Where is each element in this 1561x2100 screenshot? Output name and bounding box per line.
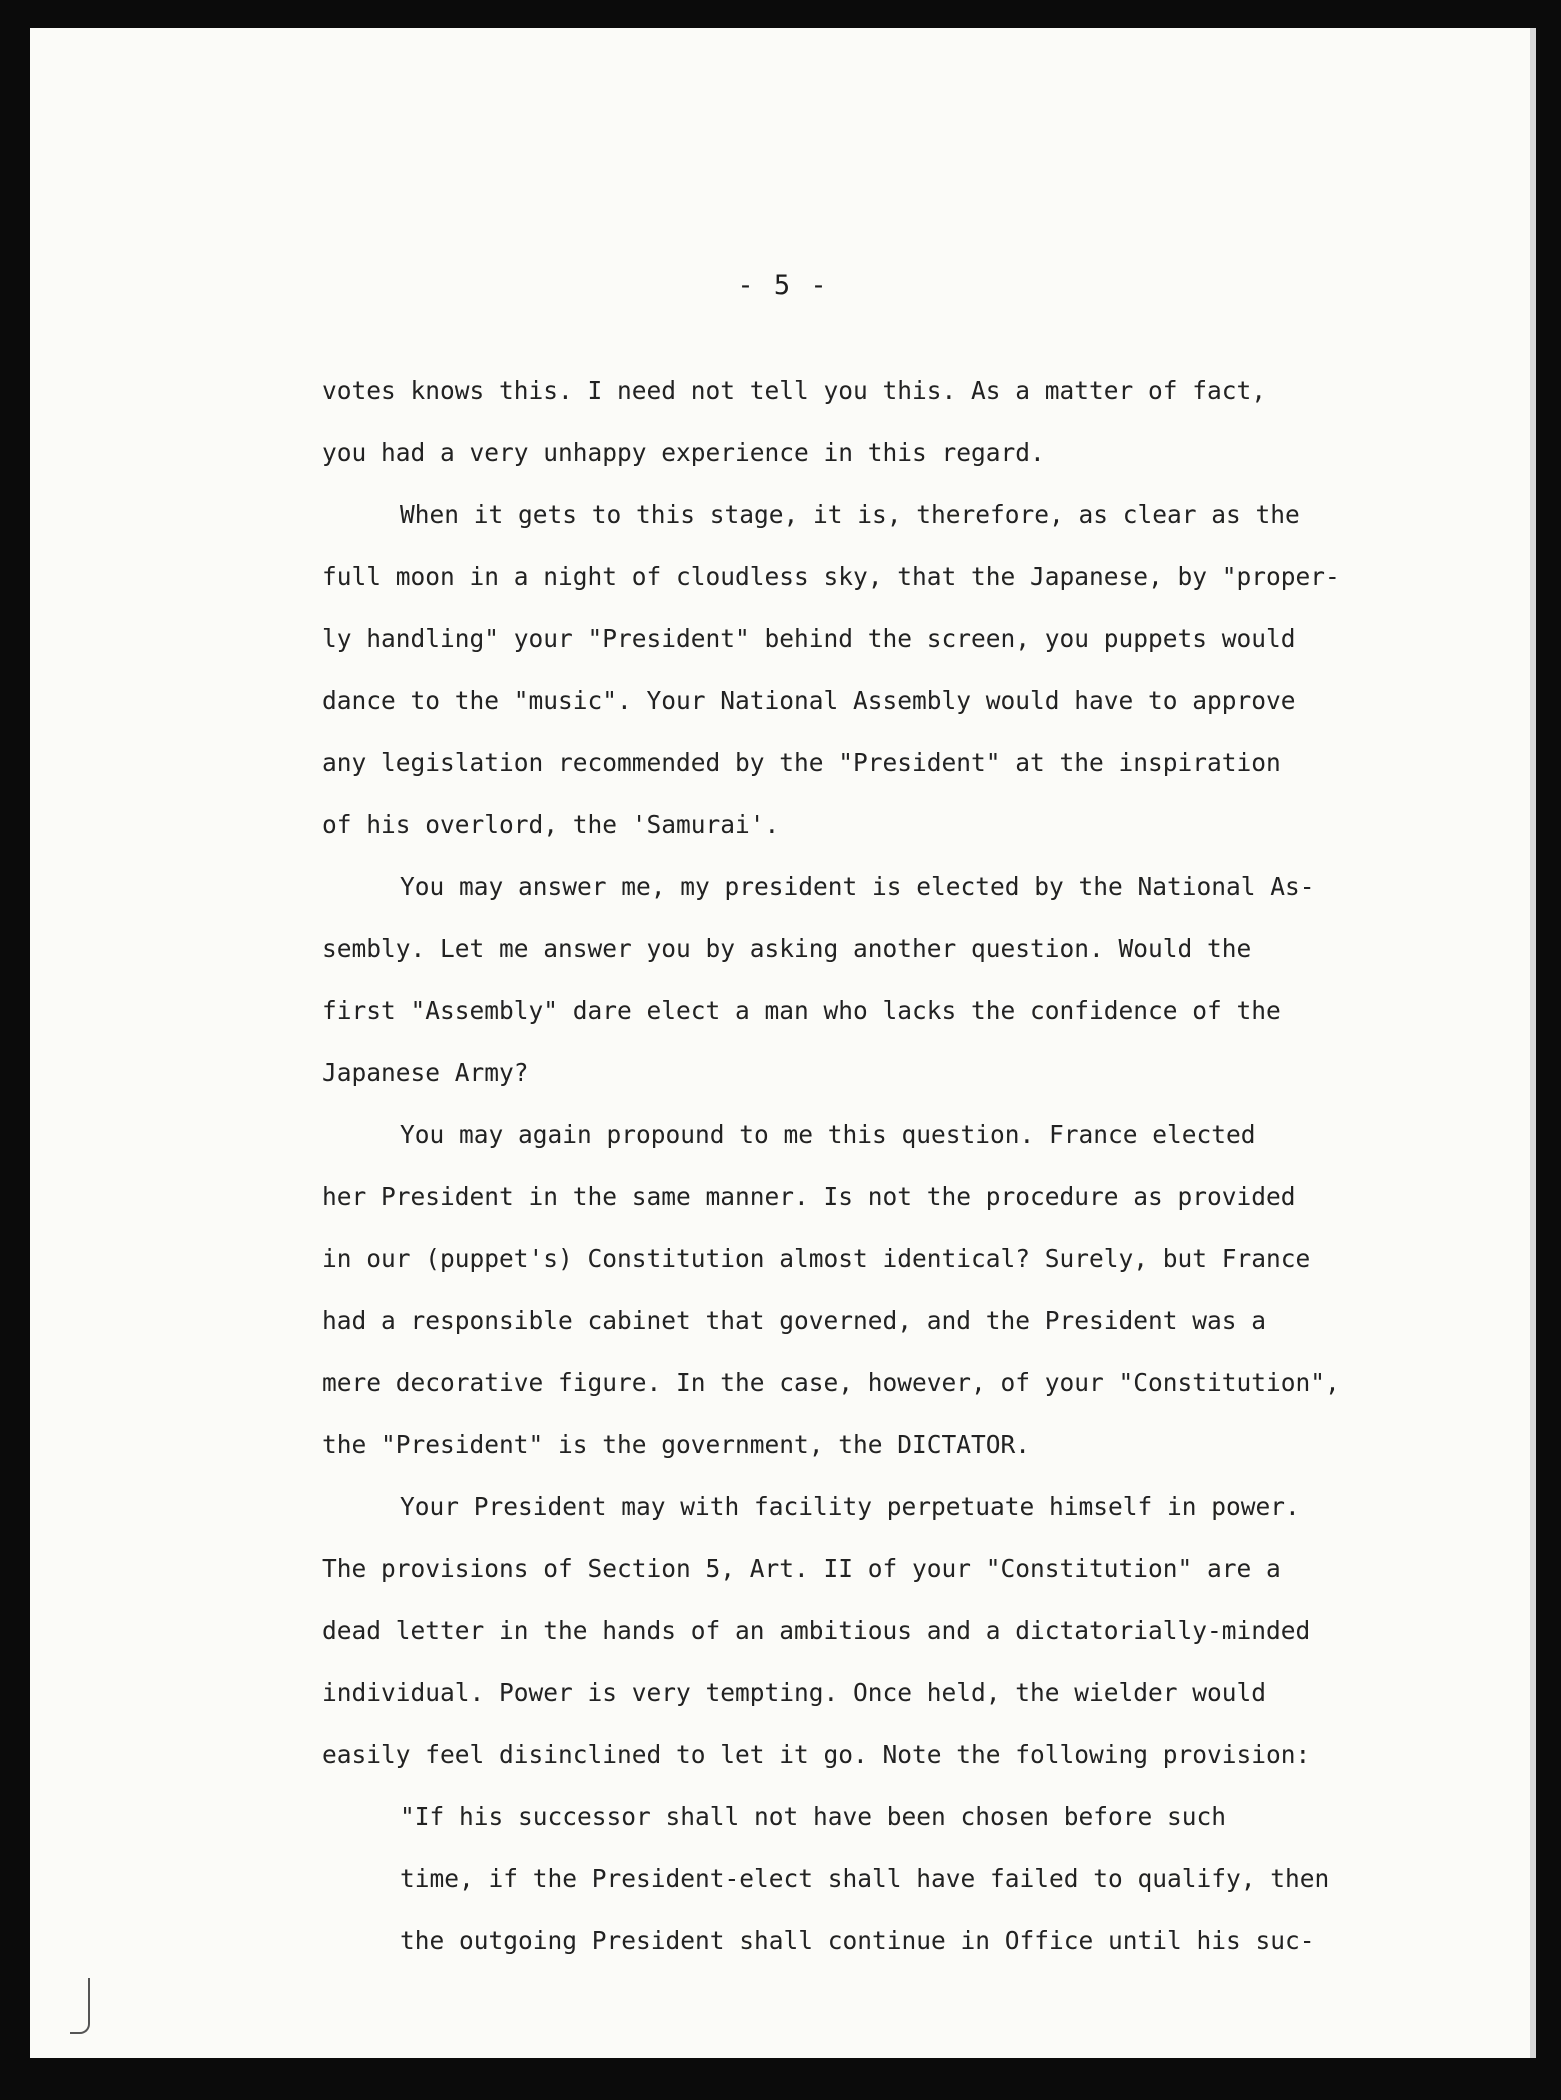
text-line-2: you had a very unhappy experience in this regard.: [322, 438, 1045, 467]
document-page: [30, 28, 1536, 2058]
text-line-5: ly handling" your "President" behind the screen, you puppets would: [322, 624, 1296, 653]
text-line-12: Japanese Army?: [322, 1058, 529, 1087]
page-edge: [1530, 28, 1536, 2058]
text-line-4: full moon in a night of cloudless sky, that the Japanese, by "proper-: [322, 562, 1340, 591]
text-line-16: had a responsible cabinet that governed, and the President was a: [322, 1306, 1267, 1335]
text-line-9: You may answer me, my president is elected by the National As-: [400, 872, 1315, 901]
text-line-1: votes knows this. I need not tell you this. As a matter of fact,: [322, 376, 1267, 405]
text-line-6: dance to the "music". Your National Assembly would have to approve: [322, 686, 1296, 715]
text-line-13: You may again propound to me this question. France elected: [400, 1120, 1256, 1149]
text-line-10: sembly. Let me answer you by asking another question. Would the: [322, 934, 1252, 963]
text-line-20: The provisions of Section 5, Art. II of your "Constitution" are a: [322, 1554, 1281, 1583]
quote-line-2: time, if the President-elect shall have failed to qualify, then: [400, 1864, 1330, 1893]
text-line-18: the "President" is the government, the DICTATOR.: [322, 1430, 1031, 1459]
text-line-17: mere decorative figure. In the case, however, of your "Constitution",: [322, 1368, 1340, 1397]
text-line-23: easily feel disinclined to let it go. Note the following provision:: [322, 1740, 1311, 1769]
text-line-11: first "Assembly" dare elect a man who lacks the confidence of the: [322, 996, 1281, 1025]
text-line-3: When it gets to this stage, it is, therefore, as clear as the: [400, 500, 1300, 529]
quote-line-1: "If his successor shall not have been chosen before such: [400, 1802, 1227, 1831]
text-line-7: any legislation recommended by the "President" at the inspiration: [322, 748, 1281, 777]
text-line-19: Your President may with facility perpetuate himself in power.: [400, 1492, 1300, 1521]
text-line-21: dead letter in the hands of an ambitious and a dictatorially-minded: [322, 1616, 1311, 1645]
quote-line-3: the outgoing President shall continue in Office until his suc-: [400, 1926, 1315, 1955]
margin-scribble: [70, 1978, 90, 2034]
text-line-8: of his overlord, the 'Samurai'.: [322, 810, 780, 839]
text-line-14: her President in the same manner. Is not the procedure as provided: [322, 1182, 1296, 1211]
body-text: [322, 360, 1442, 1972]
text-line-22: individual. Power is very tempting. Once held, the wielder would: [322, 1678, 1267, 1707]
page-number: - 5 -: [737, 270, 829, 301]
text-line-15: in our (puppet's) Constitution almost identical? Surely, but France: [322, 1244, 1311, 1273]
